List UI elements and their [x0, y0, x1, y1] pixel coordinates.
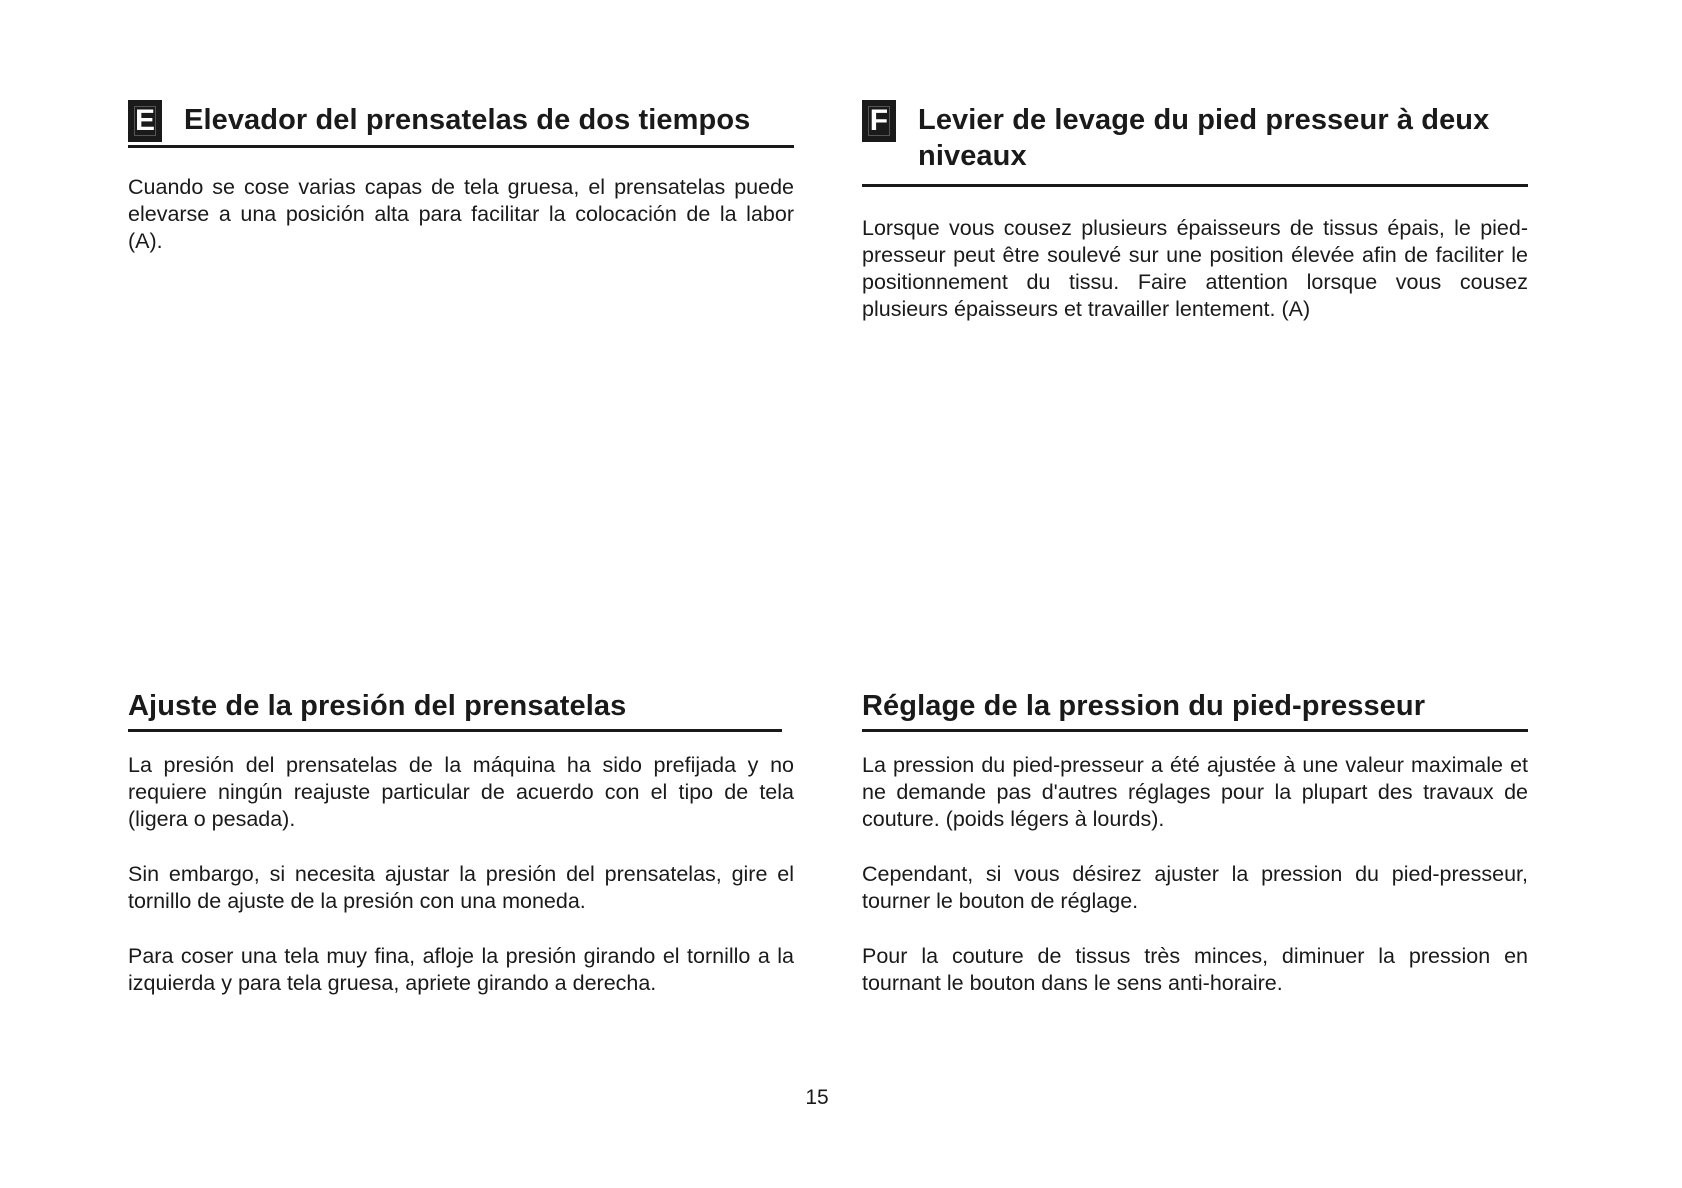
- section-reglage-paragraph-1: La pression du pied-presseur a été ajustée à une valeur maximale et ne demande pas d'autres réglages pour la plupart des travaux de couture. (poids légers à lourds).: [862, 753, 1528, 831]
- section-ajuste-paragraph-1: La presión del prensatelas de la máquina ha sido prefijada y no requiere ningún reajuste particular de acuerdo con el tipo de tela (ligera o pesada).: [128, 753, 794, 831]
- section-ajuste-paragraph-3: Para coser una tela muy fina, afloje la presión girando el tornillo a la izquierda y para tela gruesa, apriete girando a derecha.: [128, 944, 794, 995]
- section-e-presser-lifter-es: [128, 102, 794, 255]
- section-e-body: [128, 174, 794, 255]
- section-reglage-paragraph-2: Cependant, si vous désirez ajuster la pression du pied-presseur, tourner le bouton de réglage.: [862, 862, 1528, 913]
- section-f-title: Levier de levage du pied presseur à deux niveaux: [918, 104, 1490, 172]
- section-reglage-body: [862, 752, 1528, 997]
- section-f-body: [862, 215, 1528, 323]
- page-number: 15: [805, 1086, 829, 1109]
- section-ajuste-body: [128, 752, 794, 997]
- section-ajuste-heading: [128, 688, 782, 732]
- section-f-badge: F: [862, 100, 896, 142]
- section-pressure-adjust-fr: [862, 688, 1528, 997]
- section-e-title: Elevador del prensatelas de dos tiempos: [184, 104, 751, 136]
- section-reglage-heading: [862, 688, 1528, 732]
- section-reglage-title: Réglage de la pression du pied-presseur: [862, 690, 1426, 722]
- section-pressure-adjust-es: [128, 688, 794, 997]
- section-ajuste-paragraph-2: Sin embargo, si necesita ajustar la presión del prensatelas, gire el tornillo de ajuste de la presión con una moneda.: [128, 862, 794, 913]
- section-e-paragraph: Cuando se cose varias capas de tela gruesa, el prensatelas puede elevarse a una posición alta para facilitar la colocación de la labor (A).: [128, 175, 794, 253]
- section-reglage-paragraph-3: Pour la couture de tissus très minces, diminuer la pression en tournant le bouton dans le sens anti-horaire.: [862, 944, 1528, 995]
- section-ajuste-title: Ajuste de la presión del prensatelas: [128, 690, 627, 722]
- section-e-badge: E: [128, 100, 162, 142]
- section-f-paragraph: Lorsque vous cousez plusieurs épaisseurs de tissus épais, le pied-presseur peut être soulevé sur une position élevée afin de faciliter le positionnement du tissu. Faire attention lorsque vous cousez plusieurs épaisseurs et travailler lentement. (A): [862, 216, 1528, 321]
- section-f-heading: [862, 102, 1528, 187]
- section-e-heading: [128, 102, 794, 148]
- section-f-presser-lifter-fr: [862, 102, 1528, 323]
